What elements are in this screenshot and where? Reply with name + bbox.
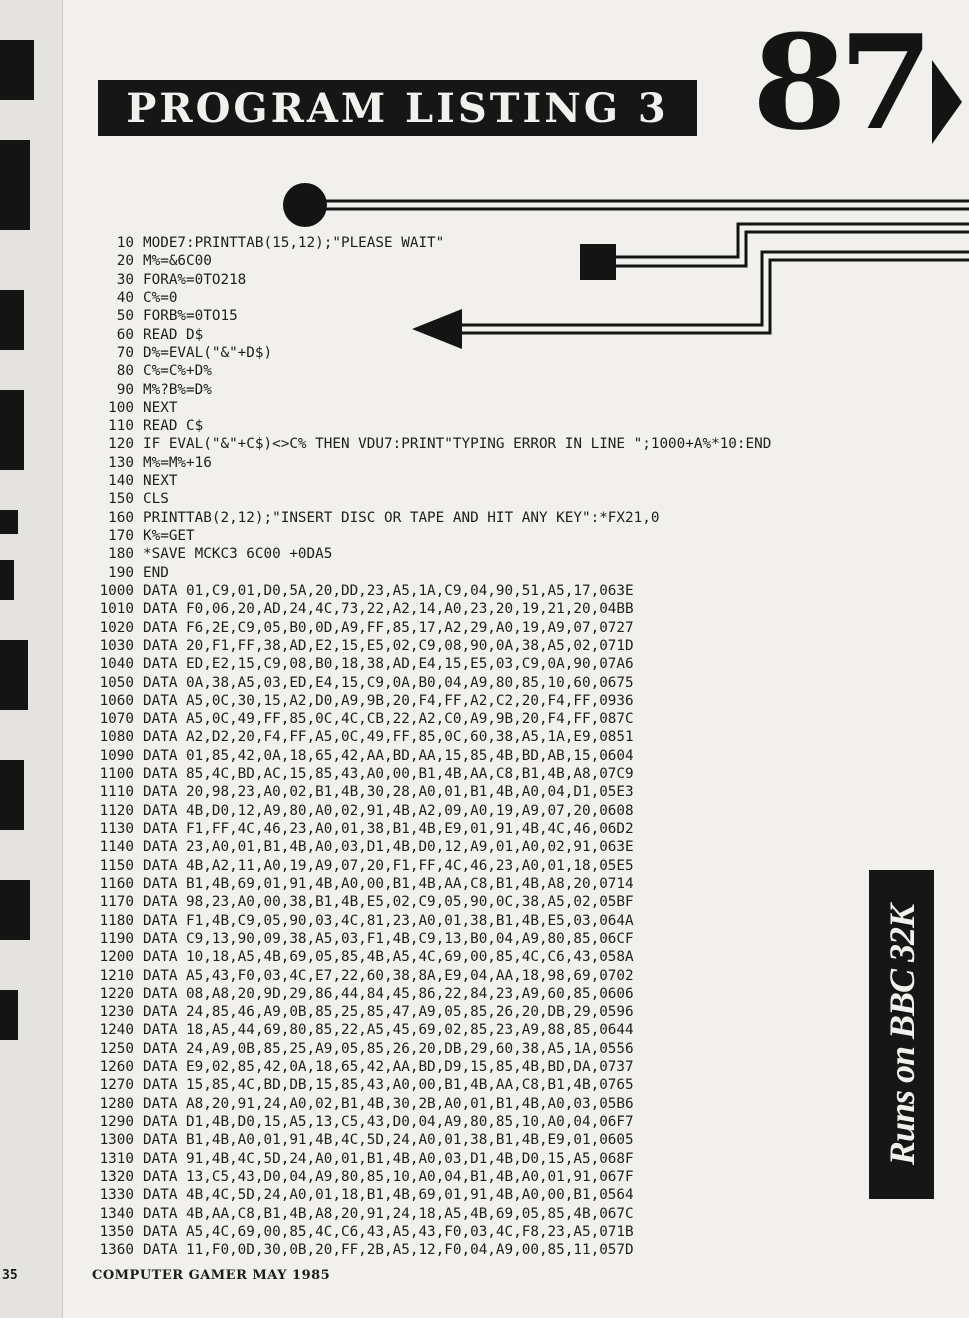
line-code: CLS [143, 491, 169, 508]
listing-line [86, 1076, 771, 1094]
listing-line [86, 381, 771, 399]
line-code: FORA%=0TO218 [143, 271, 247, 288]
line-code: NEXT [143, 473, 178, 490]
line-code: DATA 4B,A2,11,A0,19,A9,07,20,F1,FF,4C,46,23,A0,01,18,05E5 [143, 857, 634, 874]
line-number: 30 [116, 271, 134, 288]
adjacent-page-number: 35 [2, 1268, 18, 1283]
line-code: DATA A5,43,F0,03,4C,E7,22,60,38,8A,E9,04,AA,18,98,69,0702 [143, 967, 634, 984]
listing-line [86, 948, 771, 966]
line-code: MODE7:PRINTTAB(15,12);"PLEASE WAIT" [143, 235, 445, 251]
line-number: 1290 [99, 1114, 134, 1130]
listing-line [86, 1223, 771, 1241]
line-code: M%=&6C00 [143, 253, 212, 270]
line-number: 1280 [99, 1095, 134, 1112]
listing-line [86, 1113, 771, 1131]
listing-line [86, 454, 771, 472]
listing-line [86, 967, 771, 985]
listing-line [86, 1040, 771, 1058]
listing-line [86, 637, 771, 655]
line-code: DATA 01,C9,01,D0,5A,20,DD,23,A5,1A,C9,04,90,51,A5,17,063E [143, 582, 634, 599]
line-code: DATA 85,4C,BD,AC,15,85,43,A0,00,B1,4B,AA,C8,B1,4B,A8,07C9 [143, 766, 634, 783]
listing-line [86, 307, 771, 325]
listing-line [86, 1095, 771, 1113]
line-code: DATA C9,13,90,09,38,A5,03,F1,4B,C9,13,B0,04,A9,80,85,06CF [143, 930, 634, 947]
listing-line [86, 509, 771, 527]
line-number: 1110 [99, 784, 134, 801]
line-code: DATA 4B,AA,C8,B1,4B,A8,20,91,24,18,A5,4B,69,05,85,4B,067C [143, 1205, 634, 1222]
listing-line [86, 875, 771, 893]
line-number: 1320 [99, 1168, 134, 1185]
line-number: 1250 [99, 1040, 134, 1057]
line-number: 1100 [99, 766, 134, 783]
line-code: C%=0 [143, 289, 178, 306]
listing-line [86, 710, 771, 728]
program-listing [86, 234, 771, 1260]
line-code: DATA 4B,4C,5D,24,A0,01,18,B1,4B,69,01,91,4B,A0,00,B1,0564 [143, 1187, 634, 1204]
line-number: 1230 [99, 1004, 134, 1021]
line-code: DATA 10,18,A5,4B,69,05,85,4B,A5,4C,69,00,85,4C,C6,43,058A [143, 949, 634, 966]
line-code: M%?B%=D% [143, 381, 212, 398]
line-number: 1190 [99, 930, 134, 947]
line-number: 150 [108, 491, 134, 508]
line-number: 1260 [99, 1059, 134, 1076]
line-number: 1200 [99, 949, 134, 966]
listing-line [86, 399, 771, 417]
line-code: DATA D1,4B,D0,15,A5,13,C5,43,D0,04,A9,80,85,10,A0,04,06F7 [143, 1114, 634, 1130]
listing-line [86, 893, 771, 911]
line-number: 1050 [99, 674, 134, 691]
line-code: DATA 4B,D0,12,A9,80,A0,02,91,4B,A2,09,A0,19,A9,07,20,0608 [143, 802, 634, 819]
strip-letter-block [0, 880, 30, 940]
line-code: READ C$ [143, 418, 204, 435]
line-code: READ D$ [143, 326, 204, 343]
line-number: 1140 [99, 839, 134, 856]
line-number: 1240 [99, 1022, 134, 1039]
strip-letter-block [0, 990, 18, 1040]
listing-line [86, 783, 771, 801]
line-number: 130 [108, 454, 134, 471]
line-code: DATA F1,4B,C9,05,90,03,4C,81,23,A0,01,38,B1,4B,E5,03,064A [143, 912, 634, 929]
line-number: 1340 [99, 1205, 134, 1222]
line-number: 1210 [99, 967, 134, 984]
line-number: 1070 [99, 711, 134, 728]
line-number: 1040 [99, 656, 134, 673]
listing-line [86, 289, 771, 307]
line-code: DATA 91,4B,4C,5D,24,A0,01,B1,4B,A0,03,D1,4B,D0,15,A5,068F [143, 1150, 634, 1167]
line-code: DATA A5,0C,30,15,A2,D0,A9,9B,20,F4,FF,A2,C2,20,F4,FF,0936 [143, 692, 634, 709]
strip-letter-block [0, 560, 14, 600]
line-number: 120 [108, 436, 134, 453]
line-code: DATA 20,98,23,A0,02,B1,4B,30,28,A0,01,B1,4B,A0,04,D1,05E3 [143, 784, 634, 801]
listing-line [86, 417, 771, 435]
line-number: 100 [108, 399, 134, 416]
line-number: 1150 [99, 857, 134, 874]
line-code: M%=M%+16 [143, 454, 212, 471]
listing-line [86, 674, 771, 692]
listing-line [86, 838, 771, 856]
line-code: DATA 01,85,42,0A,18,65,42,AA,BD,AA,15,85,4B,BD,AB,15,0604 [143, 747, 634, 764]
line-number: 170 [108, 528, 134, 544]
line-number: 1350 [99, 1223, 134, 1240]
line-code: DATA 11,F0,0D,30,0B,20,FF,2B,A5,12,F0,04,A9,00,85,11,057D [143, 1242, 634, 1259]
strip-letter-block [0, 760, 24, 830]
system-requirement-label: Runs on BBC 32K [881, 904, 922, 1165]
listing-line [86, 600, 771, 618]
line-code: DATA 24,A9,0B,85,25,A9,05,85,26,20,DB,29,60,38,A5,1A,0556 [143, 1040, 634, 1057]
listing-line [86, 619, 771, 637]
line-code: IF EVAL("&"+C$)<>C% THEN VDU7:PRINT"TYPING ERROR IN LINE ";1000+A%*10:END [143, 436, 772, 453]
page-number: 87 [752, 6, 926, 159]
line-code: DATA A8,20,91,24,A0,02,B1,4B,30,2B,A0,01,B1,4B,A0,03,05B6 [143, 1095, 634, 1112]
line-code: DATA A2,D2,20,F4,FF,A5,0C,49,FF,85,0C,60,38,A5,1A,E9,0851 [143, 729, 634, 746]
listing-line [86, 1205, 771, 1223]
listing-line [86, 545, 771, 563]
listing-line [86, 252, 771, 270]
listing-line [86, 728, 771, 746]
listing-line [86, 692, 771, 710]
listing-line [86, 1168, 771, 1186]
line-code: DATA 13,C5,43,D0,04,A9,80,85,10,A0,04,B1,4B,A0,01,91,067F [143, 1168, 634, 1185]
line-number: 40 [116, 289, 134, 306]
listing-line [86, 802, 771, 820]
line-number: 110 [108, 418, 134, 435]
line-number: 1120 [99, 802, 134, 819]
line-number: 90 [116, 381, 134, 398]
listing-line [86, 1150, 771, 1168]
line-number: 1300 [99, 1132, 134, 1149]
listing-line [86, 985, 771, 1003]
line-number: 160 [108, 509, 134, 526]
line-code: DATA F0,06,20,AD,24,4C,73,22,A2,14,A0,23,20,19,21,20,04BB [143, 601, 634, 618]
line-code: D%=EVAL("&"+D$) [143, 344, 273, 361]
line-code: DATA 20,F1,FF,38,AD,E2,15,E5,02,C9,08,90,0A,38,A5,02,071D [143, 637, 634, 654]
listing-line [86, 655, 771, 673]
line-number: 80 [116, 363, 134, 380]
line-number: 1180 [99, 912, 134, 929]
line-code: DATA 98,23,A0,00,38,B1,4B,E5,02,C9,05,90,0C,38,A5,02,05BF [143, 894, 634, 911]
line-number: 1270 [99, 1077, 134, 1094]
listing-line [86, 326, 771, 344]
line-number: 1030 [99, 637, 134, 654]
line-code: END [143, 564, 169, 581]
listing-line [86, 747, 771, 765]
line-code: DATA 15,85,4C,BD,DB,15,85,43,A0,00,B1,4B,AA,C8,B1,4B,0765 [143, 1077, 634, 1094]
line-code: PRINTTAB(2,12);"INSERT DISC OR TAPE AND HIT ANY KEY":*FX21,0 [143, 509, 660, 526]
line-code: DATA B1,4B,A0,01,91,4B,4C,5D,24,A0,01,38,B1,4B,E9,01,0605 [143, 1132, 634, 1149]
line-number: 180 [108, 546, 134, 563]
strip-letter-block [0, 510, 18, 534]
line-code: DATA B1,4B,69,01,91,4B,A0,00,B1,4B,AA,C8,B1,4B,A8,20,0714 [143, 875, 634, 892]
listing-line [86, 564, 771, 582]
listing-line [86, 1131, 771, 1149]
line-code: DATA 0A,38,A5,03,ED,E4,15,C9,0A,B0,04,A9,80,85,10,60,0675 [143, 674, 634, 691]
line-number: 60 [116, 326, 134, 343]
line-code: *SAVE MCKC3 6C00 +0DA5 [143, 546, 333, 563]
listing-line [86, 362, 771, 380]
line-code: K%=GET [143, 528, 195, 544]
line-number: 70 [116, 344, 134, 361]
line-code: DATA E9,02,85,42,0A,18,65,42,AA,BD,D9,15,85,4B,BD,DA,0737 [143, 1059, 634, 1076]
line-code: DATA 18,A5,44,69,80,85,22,A5,45,69,02,85,23,A9,88,85,0644 [143, 1022, 634, 1039]
listing-line [86, 490, 771, 508]
line-code: DATA F1,FF,4C,46,23,A0,01,38,B1,4B,E9,01,91,4B,4C,46,06D2 [143, 821, 634, 837]
line-code: DATA 24,85,46,A9,0B,85,25,85,47,A9,05,85,26,20,DB,29,0596 [143, 1004, 634, 1021]
line-number: 190 [108, 564, 134, 581]
line-code: DATA A5,0C,49,FF,85,0C,4C,CB,22,A2,C0,A9,9B,20,F4,FF,087C [143, 711, 634, 728]
line-code: NEXT [143, 399, 178, 416]
line-number: 1220 [99, 985, 134, 1002]
line-number: 1010 [99, 601, 134, 618]
line-number: 20 [116, 253, 134, 270]
listing-line [86, 765, 771, 783]
side-label-block [869, 870, 934, 1199]
listing-line [86, 234, 771, 252]
listing-line [86, 271, 771, 289]
listing-line [86, 820, 771, 838]
line-number: 50 [116, 308, 134, 325]
line-code: C%=C%+D% [143, 363, 212, 380]
listing-title: PROGRAM LISTING 3 [126, 84, 669, 132]
line-number: 1170 [99, 894, 134, 911]
line-number: 1020 [99, 619, 134, 636]
line-number: 1000 [99, 582, 134, 599]
line-number: 1310 [99, 1150, 134, 1167]
line-number: 140 [108, 473, 134, 490]
line-number: 1330 [99, 1187, 134, 1204]
listing-line [86, 1021, 771, 1039]
listing-line [86, 344, 771, 362]
listing-line [86, 527, 771, 545]
listing-line [86, 435, 771, 453]
listing-line [86, 582, 771, 600]
circuit-node-icon [283, 183, 327, 227]
line-code: DATA 23,A0,01,B1,4B,A0,03,D1,4B,D0,12,A9,01,A0,02,91,063E [143, 839, 634, 856]
listing-line [86, 1241, 771, 1259]
listing-line [86, 1186, 771, 1204]
magazine-footer: COMPUTER GAMER MAY 1985 [92, 1268, 331, 1283]
line-number: 1080 [99, 729, 134, 746]
line-code: DATA A5,4C,69,00,85,4C,C6,43,A5,43,F0,03,4C,F8,23,A5,071B [143, 1223, 634, 1240]
line-number: 1130 [99, 821, 134, 837]
line-number: 1060 [99, 692, 134, 709]
line-number: 1360 [99, 1242, 134, 1259]
line-number: 1160 [99, 875, 134, 892]
strip-letter-block [0, 640, 28, 710]
listing-line [86, 930, 771, 948]
line-number: 10 [116, 235, 134, 251]
line-number: 1090 [99, 747, 134, 764]
line-code: DATA 08,A8,20,9D,29,86,44,84,45,86,22,84,23,A9,60,85,0606 [143, 985, 634, 1002]
listing-line [86, 472, 771, 490]
listing-line [86, 1058, 771, 1076]
line-code: DATA F6,2E,C9,05,B0,0D,A9,FF,85,17,A2,29,A0,19,A9,07,0727 [143, 619, 634, 636]
listing-line [86, 912, 771, 930]
listing-line [86, 857, 771, 875]
circuit-track [305, 201, 969, 209]
line-code: FORB%=0TO15 [143, 308, 238, 325]
line-code: DATA ED,E2,15,C9,08,B0,18,38,AD,E4,15,E5,03,C9,0A,90,07A6 [143, 656, 634, 673]
listing-line [86, 1003, 771, 1021]
strip-letter-block [0, 390, 24, 470]
